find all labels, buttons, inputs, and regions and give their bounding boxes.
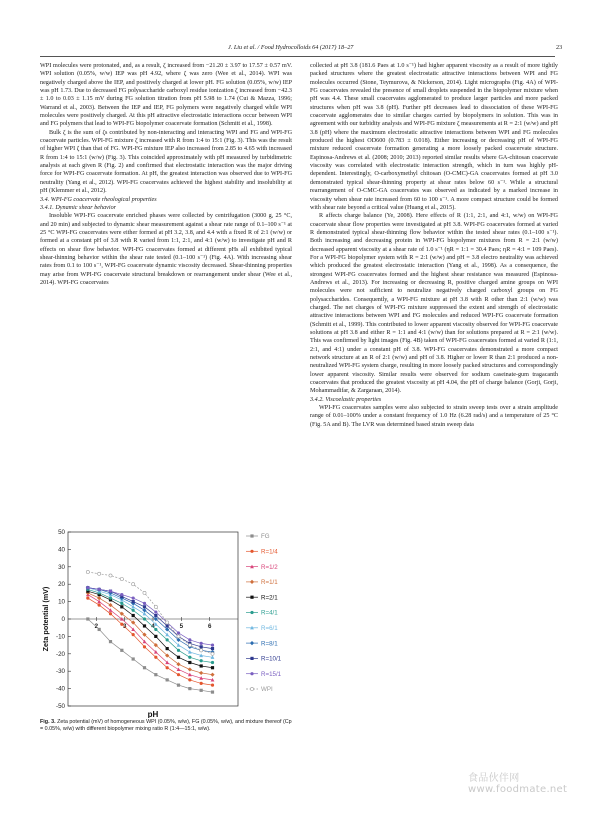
data-point: [109, 597, 112, 600]
data-point: [211, 666, 214, 669]
data-point: [200, 659, 203, 662]
data-point: [98, 628, 101, 631]
legend-label: WPI: [261, 686, 273, 694]
legend-marker: [250, 596, 253, 599]
data-point: [166, 678, 169, 681]
legend-label: R=4/1: [261, 609, 278, 617]
data-point: [120, 577, 123, 580]
right-column: [310, 62, 558, 429]
data-point: [188, 678, 191, 681]
data-point: [200, 645, 203, 648]
caption-text: Zeta potential (mV) of homogeneous WPI (0.05%, w/w), FG (0.05%, w/w), and mixture thereof (Cp = 0.05%, w/w) with different biopolymer mixing ratio R (1:4—15:1, w/w).: [40, 719, 292, 733]
legend-marker: [250, 641, 254, 645]
data-point: [143, 602, 146, 605]
data-point: [97, 596, 101, 600]
data-point: [177, 635, 180, 638]
data-point: [154, 610, 157, 613]
legend-marker: [250, 534, 253, 537]
data-point: [98, 588, 101, 591]
data-point: [188, 644, 191, 647]
y-tick-label: 40: [58, 546, 65, 554]
legend-marker: [250, 687, 253, 690]
series-line-3: [88, 593, 213, 675]
data-point: [154, 656, 157, 659]
data-point: [132, 633, 135, 636]
legend-label: FG: [261, 533, 270, 541]
legend-label: R=2/1: [261, 594, 278, 602]
data-point: [120, 649, 123, 652]
paragraph-right-1: collected at pH 3.8 (181.6 Paes at 1.0 s⁻¹) had higher apparent viscosity as a result of more tightly packed structures where the greatest electrostatic attractive interactions between WPI and FG molecules occurred (Stone, Teymurova, & Nickerson, 2014). Light micrographs (Fig. 4A) of WPI-FG coacervates revealed the presence of small droplets suspended in the biopolymer mixture when pH was 4.4. These small coacervates agglomerated to produce larger particles and more packed structures when pH was 3.8 (pH). Further pH decreases lead to dissociation of these WPI-FG coacervate agglomerates due to similar charges carried by biopolymers in solution. This was in agreement with our turbidity analysis and WPI-FG mixture ζ measurements at R = 2:1 (w/w) and pH 3.8 (pH) where the maximum electrostatic attractive interactions between WPI and FG molecules produced the highest OD600 (0.783 ± 0.018). Either increasing or decreasing pH of WPI-FG mixture reduced coacervate formation generating a more loosely packed coacervate structure. Espinosa-Andrews et al. (2008; 2010; 2013) reported similar results where GA-chitosan coacervate viscosity was correlated with electrostatic interaction strength, which in turn was highly pH-dependent. Interestingly, O-carboxymethyl chitosan (O-CMC)-GA coacervates formed at pH 3.0 demonstrated typical shear-thinning property at shear rates below 60 s⁻¹. While a structural rearrangement of O-CMC-GA coacervates was observed as indicated by a marked increase in viscosity when shear rate increased from 60 to 100 s⁻¹. A more compact structure could be formed with shear rate beyond a critical value (Huang et al., 2015).: [310, 63, 558, 211]
legend-label: R=8/1: [261, 640, 278, 648]
series-line-7: [88, 588, 213, 652]
data-point: [143, 591, 146, 594]
legend-marker: [250, 672, 253, 675]
data-point: [132, 614, 135, 617]
y-tick-label: -10: [56, 633, 65, 641]
data-point: [177, 649, 180, 652]
data-point: [120, 623, 123, 626]
x-tick-label: 6: [207, 623, 212, 630]
data-point: [86, 570, 89, 573]
data-point: [177, 673, 180, 676]
data-point: [143, 624, 146, 627]
subsection-heading-right: 3.4.2. Viscoelastic properties: [310, 396, 382, 403]
data-point: [86, 597, 89, 600]
data-point: [166, 666, 169, 669]
header-rule: [40, 56, 555, 57]
data-point: [86, 586, 89, 589]
legend-marker: [250, 611, 253, 614]
x-tick-label: 3: [122, 623, 127, 630]
y-tick-label: 50: [58, 529, 65, 536]
data-point: [166, 624, 169, 627]
watermark-text: 食品伙伴网 www.foodmate.net: [468, 773, 568, 795]
data-point: [211, 690, 214, 693]
y-tick-label: -20: [56, 650, 65, 658]
data-point: [109, 590, 112, 593]
data-point: [188, 661, 191, 664]
y-tick-label: -40: [56, 685, 65, 693]
paragraph-left-1: WPI molecules were protonated, and, as a result, ζ increased from −21.20 ± 3.97 to 17.57 ± 0.57 mV. WPI solution (0.05%, w/w) IEP was pH 4.92, where ζ was zero (Wee et al., 2014). WPI was negatively charged above the IEP, and positively charged at lower pH. FG solution (0.05%, w/w) IEP was pH 1.73. Due to decreased FG polysaccharide carboxyl residue ionization ζ increased from −42.3 ± 1.0 to 0.03 ± 1.15 mV during FG solution titration from pH 5.98 to 1.74 (Cui & Mazza, 1996; Warrand et al., 2003). Between the IEP and IEP, FG polymers were negatively charged while WPI molecules were positively charged. At this pH attractive electrostatic interactions occur between WPI and FG polymers that lead to WPI-FG biopolymer coacervate formation (Schmitt et al., 1998).: [40, 63, 292, 128]
y-tick-label: 0: [61, 616, 65, 623]
y-tick-label: 10: [58, 598, 65, 606]
data-point: [120, 602, 123, 605]
data-point: [120, 605, 123, 608]
data-point: [143, 645, 146, 648]
data-point: [154, 605, 157, 608]
data-point: [177, 656, 180, 659]
x-tick-label: 5: [179, 623, 184, 630]
data-point: [154, 635, 157, 638]
data-point: [177, 667, 181, 671]
data-point: [132, 583, 135, 586]
data-point: [200, 689, 203, 692]
y-tick-label: -30: [56, 668, 65, 676]
x-tick-label: 4: [151, 623, 155, 630]
data-point: [211, 647, 214, 650]
running-header: [0, 44, 595, 54]
y-axis-label: Zeta potential (mV): [41, 586, 50, 652]
data-point: [188, 687, 191, 690]
data-point: [166, 647, 169, 650]
paragraph-right-2: R affects charge balance (Ye, 2008). Here effects of R (1:1, 2:1, and 4:1, w/w) on WPI-FG coacervate shear flow properties were investigated at pH 3.8. WPI-FG coacervates formed at varied R demonstrated typical shear-thinning flow behavior within the tested shear rates (0.1–100 s⁻¹). Both increasing and decreasing protein in WPI-FG biopolymer mixtures from R = 2:1 (w/w) decreased apparent viscosity at a shear rate of 1.0 s⁻¹ (ηR = 1:1 = 30.4 Paes; ηR = 4:1 = 109 Paes). For a WPI-FG biopolymer system with R = 2:1 (w/w) and pH = 3.8 electro neutrality was achieved which produced the greatest electrostatic interaction (Yang et al., 1998). As a consequence, the strongest WPI-FG coacervates formed and the highest shear resistance was measured (Espinosa-Andrews et al., 2013). For increasing or decreasing R, positive charged amine groups on WPI molecules were not sufficient to neutralize negatively charged carboxyl groups on FG polysaccharides. Consequently, a WPI-FG mixture at pH 3.8 with R other than 2:1 (w/w) was charged. The net charges of WPI-FG mixture suppressed the extent and strength of electrostatic attractive interactions between WPI and FG molecules and reduced WPI-FG coacervate formation (Schmitt et al., 1999). This contributed to lower apparent viscosity observed for WPI-FG coacervate solutions at pH 3.8 and either R = 1:1 and 4:1 (w/w) than for solutions prepared at R = 2:1 (w/w). This was confirmed by light images (Fig. 4B) taken of WPI-FG coacervates formed at varied R (1:1, 2:1, and 4:1) under a constant pH of 3.8. WPI-FG coacervates demonstrated a more compact network structure at an R of 2:1 (w/w) and pH of 3.8. Higher or lower R than 2:1 produced a non-neutralized WPI-FG system charge, resulting in more loosely packed structures and correspondingly lower apparent viscosity. Similar results were observed for sodium caseinate-gum tragacanth coacervates that produced the greatest viscosity at pH 4.04, the pH of charge balance (Gorji, Gorji, Mohammadifar, & Zargaraan, 2014).: [310, 213, 558, 395]
subsection-heading: 3.4.1. Dynamic shear behavior: [40, 204, 117, 211]
page-number: 23: [556, 44, 563, 51]
data-point: [188, 638, 191, 641]
data-point: [98, 572, 101, 575]
data-point: [98, 603, 101, 606]
data-point: [211, 661, 214, 664]
legend-label: R=1/1: [261, 579, 278, 587]
legend-marker: [250, 550, 253, 553]
figure-caption: [40, 719, 292, 734]
legend-label: R=1/2: [261, 563, 278, 571]
legend-label: R=6/1: [261, 625, 278, 632]
legend-label: R=15/1: [261, 670, 282, 678]
data-point: [200, 642, 203, 645]
data-point: [120, 593, 123, 596]
paragraph-left-3: Insoluble WPI-FG coacervate enriched phases were collected by centrifugation (3000 g, 25 °C, and 20 min) and subjected to dynamic shear measurement against a shear rate range of 0.1–100 s⁻¹ at 25 °C WPI-FG coacervates were either formed at pH 3.2, 3.8, and 4.4 with a fixed R of 2:1 (w/w) or formed at a constant pH of 3.8 with R varied from 1:1, 2:1, and 4:1 (w/w) to investigate pH and R effects on shear flow behavior. WPI-FG coacervates formed at different pHs all exhibited typical shear-thinning behavior within the shear rate tested (0.1–100 s⁻¹) (Fig. 4A). With increasing shear rates from 0.1 to 100 s⁻¹, WPI-FG coacervate dynamic viscosity decreased. Shear-thinning properties may arise from WPI-FG coacervate structural breakdown or rearrangement under shear (Wee et al., 2014). WPI-FG coacervates: [40, 213, 292, 286]
x-axis-label: pH: [147, 710, 159, 718]
data-point: [188, 656, 191, 659]
data-point: [132, 609, 135, 612]
legend-marker: [250, 580, 254, 584]
data-point: [200, 649, 203, 652]
data-point: [211, 652, 214, 655]
zeta-potential-chart: [40, 528, 292, 718]
left-column: [40, 62, 292, 287]
caption-label: Fig. 3.: [40, 719, 56, 725]
data-point: [154, 614, 157, 617]
data-point: [132, 597, 135, 600]
data-point: [211, 684, 214, 687]
data-point: [177, 631, 180, 634]
data-point: [200, 682, 203, 685]
data-point: [154, 628, 157, 631]
data-point: [132, 600, 135, 603]
data-point: [109, 574, 112, 577]
paragraph-left-2: Bulk ζ is the sum of ζs contributed by non-interacting and interacting WPI and FG and WPI-FG coacervate particles. WPI-FG mixture ζ increased with R from 1:4 to 15:1 (Fig. 3). This was the result of higher WPI ζ than that of FG. WPI-FG mixture IEP also increased from 2.85 to 4.65 with increased R from 1:4 to 15:1 (w/w) (Fig. 3). This coincided approximately with pH measured by turbidimetric analysis at each given R (Fig. 2) and confirmed that electrostatic interaction was the major driving force for WPI-FG coacervate formation. At pH, the greatest interaction was observed due to WPI-FG neutrality (Yang et al., 2012). WPI-FG coacervates achieved the highest stability and insolubility at pH (Klemmer et al., 2012).: [40, 129, 292, 195]
data-point: [188, 650, 192, 654]
y-tick-label: 20: [58, 581, 65, 589]
legend-label: R=10/1: [261, 655, 282, 663]
data-point: [143, 617, 146, 620]
legend-marker: [250, 657, 253, 660]
data-point: [143, 605, 146, 608]
data-point: [86, 617, 89, 620]
legend-label: R=1/4: [261, 548, 278, 556]
data-point: [200, 664, 203, 667]
data-point: [210, 673, 214, 677]
data-point: [109, 612, 112, 615]
paragraph-right-3: WPI-FG coacervates samples were also subjected to strain sweep tests over a strain amplitude range of 0.01–100% under a constant frequency of 1.0 Hz (6.28 rad/s) and a temperature of 25 °C (Fig. 5A and B). The LVR was determined based strain sweep data: [310, 405, 558, 428]
data-point: [143, 666, 146, 669]
figure-3-chart: [40, 528, 292, 828]
series-line-10: [88, 572, 213, 654]
data-point: [132, 657, 135, 660]
data-point: [166, 638, 169, 641]
data-point: [109, 640, 112, 643]
y-tick-label: 30: [58, 563, 65, 571]
section-heading: 3.4. WPI-FG coacervate rheological properties: [40, 196, 157, 203]
data-point: [154, 673, 157, 676]
journal-citation: J. Liu et al. / Food Hydrocolloids 64 (2017) 18–27: [228, 44, 354, 51]
data-point: [177, 684, 180, 687]
data-point: [199, 671, 203, 675]
y-tick-label: -50: [56, 703, 65, 710]
x-tick-label: 2: [94, 623, 99, 630]
data-point: [188, 667, 192, 671]
data-point: [166, 621, 169, 624]
data-point: [211, 644, 214, 647]
